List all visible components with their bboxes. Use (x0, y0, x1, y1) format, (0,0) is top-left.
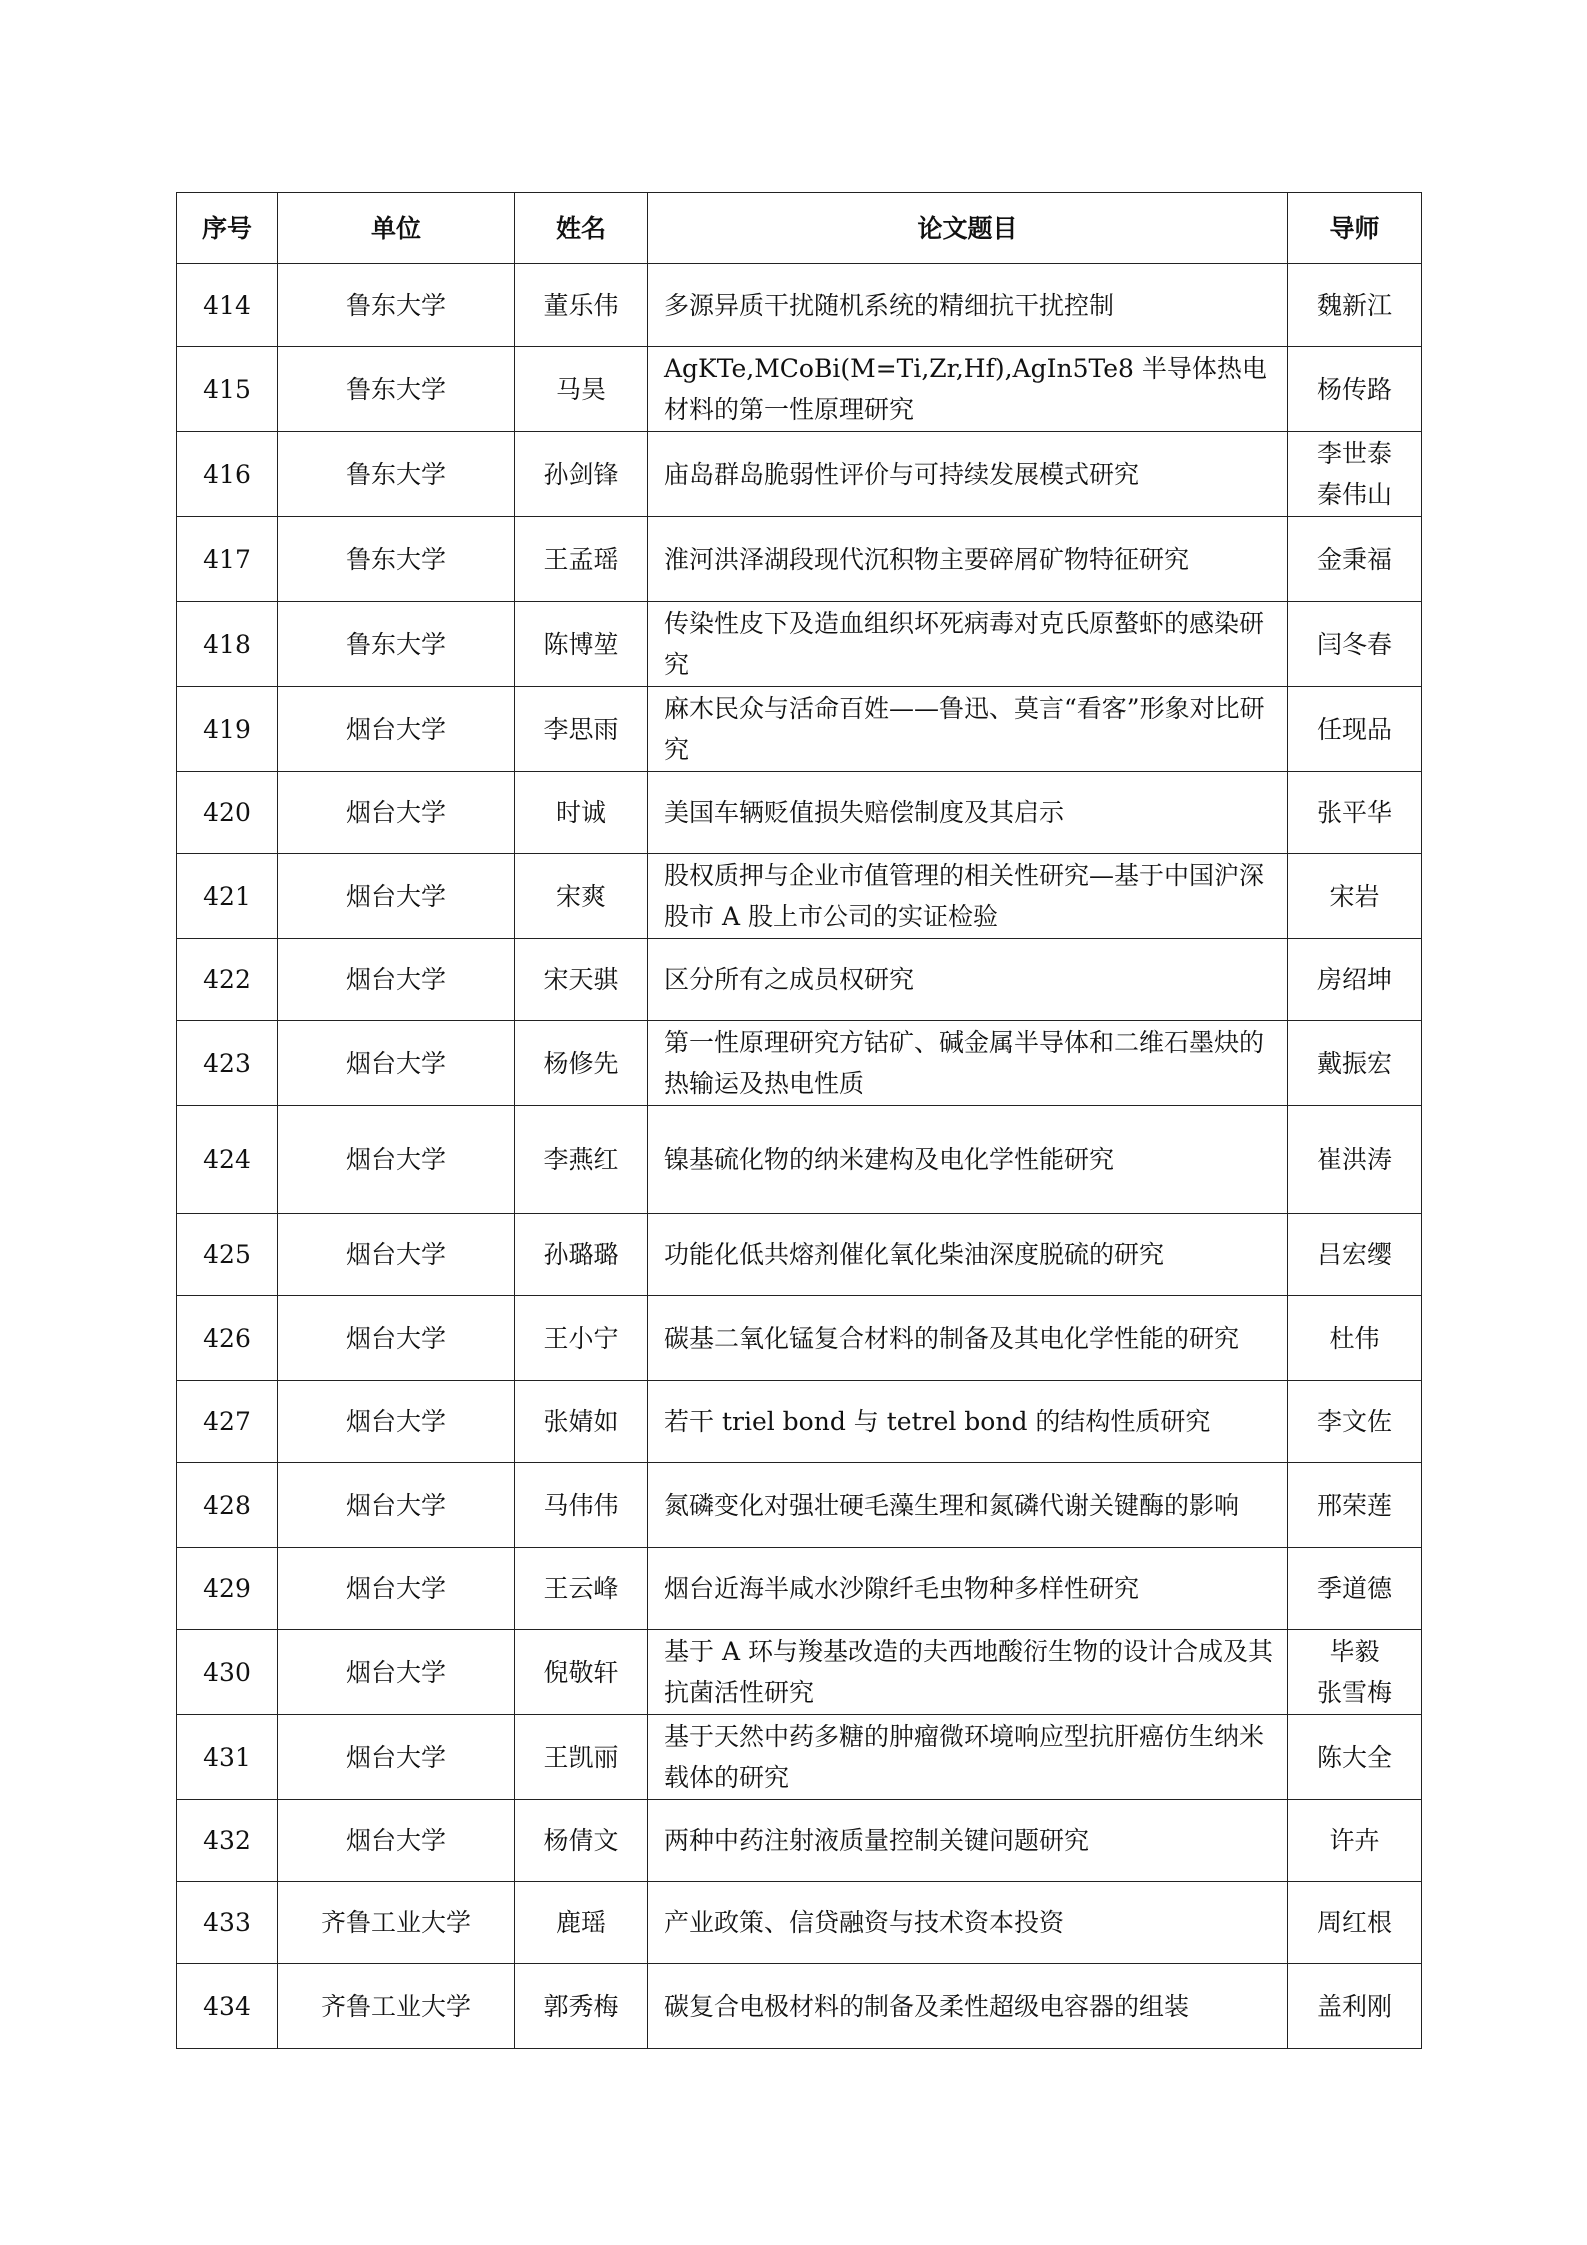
table-row (177, 939, 1422, 1021)
cell-serial-number: 422 (177, 939, 278, 1021)
cell-name: 陈博堃 (515, 602, 648, 687)
cell-name: 宋天骐 (515, 939, 648, 1021)
advisor-name: 魏新江 (1316, 290, 1392, 320)
cell-thesis-title: 若干 triel bond 与 tetrel bond 的结构性质研究 (648, 1381, 1288, 1463)
advisor-name: 戴振宏 (1316, 1048, 1392, 1078)
cell-unit: 烟台大学 (278, 1021, 515, 1106)
cell-advisor (1288, 264, 1422, 347)
table-row (177, 854, 1422, 939)
cell-unit: 烟台大学 (278, 772, 515, 854)
table-row (177, 1106, 1422, 1214)
cell-name: 张婧如 (515, 1381, 648, 1463)
cell-name: 时诚 (515, 772, 648, 854)
cell-thesis-title: 区分所有之成员权研究 (648, 939, 1288, 1021)
table-row (177, 1021, 1422, 1106)
cell-name: 杨修先 (515, 1021, 648, 1106)
cell-unit: 烟台大学 (278, 1214, 515, 1296)
cell-thesis-title: 碳复合电极材料的制备及柔性超级电容器的组装 (648, 1964, 1288, 2049)
cell-unit: 烟台大学 (278, 1800, 515, 1882)
cell-advisor (1288, 772, 1422, 854)
cell-advisor (1288, 1882, 1422, 1964)
advisor-name: 邢荣莲 (1316, 1490, 1392, 1520)
cell-serial-number: 416 (177, 432, 278, 517)
cell-name: 郭秀梅 (515, 1964, 648, 2049)
cell-unit: 鲁东大学 (278, 517, 515, 602)
cell-thesis-title: 股权质押与企业市值管理的相关性研究—基于中国沪深股市 A 股上市公司的实证检验 (648, 854, 1288, 939)
cell-unit: 烟台大学 (278, 1463, 515, 1548)
cell-unit: 烟台大学 (278, 854, 515, 939)
cell-serial-number: 427 (177, 1381, 278, 1463)
cell-name: 孙剑锋 (515, 432, 648, 517)
advisor-name: 陈大全 (1316, 1742, 1392, 1772)
advisor-name: 李世泰 (1316, 439, 1392, 468)
cell-advisor (1288, 1800, 1422, 1882)
cell-serial-number: 418 (177, 602, 278, 687)
advisor-name: 季道德 (1316, 1574, 1392, 1603)
cell-thesis-title: 两种中药注射液质量控制关键问题研究 (648, 1800, 1288, 1882)
cell-serial-number: 430 (177, 1630, 278, 1715)
cell-serial-number: 429 (177, 1548, 278, 1630)
cell-advisor (1288, 854, 1422, 939)
advisor-name: 金秉福 (1316, 544, 1392, 574)
cell-serial-number: 431 (177, 1715, 278, 1800)
cell-thesis-title: 镍基硫化物的纳米建构及电化学性能研究 (648, 1106, 1288, 1214)
cell-unit: 烟台大学 (278, 1296, 515, 1381)
cell-unit: 烟台大学 (278, 1630, 515, 1715)
cell-thesis-title: 第一性原理研究方钴矿、碱金属半导体和二维石墨炔的热输运及热电性质 (648, 1021, 1288, 1106)
cell-advisor (1288, 1106, 1422, 1214)
cell-advisor (1288, 1463, 1422, 1548)
thesis-award-table (176, 192, 1422, 2049)
cell-unit: 鲁东大学 (278, 347, 515, 432)
cell-name: 李燕红 (515, 1106, 648, 1214)
cell-serial-number: 425 (177, 1214, 278, 1296)
header-advisor: 导师 (1288, 193, 1422, 264)
cell-serial-number: 432 (177, 1800, 278, 1882)
cell-advisor (1288, 1630, 1422, 1715)
cell-unit: 鲁东大学 (278, 264, 515, 347)
table-row (177, 602, 1422, 687)
cell-thesis-title: 产业政策、信贷融资与技术资本投资 (648, 1882, 1288, 1964)
cell-serial-number: 433 (177, 1882, 278, 1964)
table-row (177, 432, 1422, 517)
cell-name: 马昊 (515, 347, 648, 432)
cell-advisor (1288, 602, 1422, 687)
table-row (177, 687, 1422, 772)
cell-serial-number: 415 (177, 347, 278, 432)
cell-serial-number: 434 (177, 1964, 278, 2049)
cell-advisor (1288, 1548, 1422, 1630)
table-row (177, 1296, 1422, 1381)
table-row (177, 1548, 1422, 1630)
advisor-name: 崔洪涛 (1316, 1145, 1392, 1174)
cell-unit: 烟台大学 (278, 1548, 515, 1630)
cell-name: 倪敬轩 (515, 1630, 648, 1715)
table-row (177, 264, 1422, 347)
cell-thesis-title: 淮河洪泽湖段现代沉积物主要碎屑矿物特征研究 (648, 517, 1288, 602)
cell-advisor (1288, 1296, 1422, 1381)
advisor-name: 毕毅 (1329, 1637, 1380, 1666)
table-row (177, 1882, 1422, 1964)
table-row (177, 1214, 1422, 1296)
table-header-row (177, 193, 1422, 264)
cell-thesis-title: 氮磷变化对强壮硬毛藻生理和氮磷代谢关键酶的影响 (648, 1463, 1288, 1548)
cell-advisor (1288, 1715, 1422, 1800)
cell-name: 孙璐璐 (515, 1214, 648, 1296)
cell-thesis-title: 基于天然中药多糖的肿瘤微环境响应型抗肝癌仿生纳米载体的研究 (648, 1715, 1288, 1800)
header-thesis-title: 论文题目 (648, 193, 1288, 264)
cell-advisor (1288, 939, 1422, 1021)
advisor-name: 房绍坤 (1316, 965, 1392, 994)
cell-name: 王云峰 (515, 1548, 648, 1630)
cell-serial-number: 414 (177, 264, 278, 347)
cell-name: 鹿瑶 (515, 1882, 648, 1964)
advisor-name: 杜伟 (1329, 1323, 1380, 1353)
cell-unit: 烟台大学 (278, 1715, 515, 1800)
table-row (177, 1715, 1422, 1800)
cell-advisor (1288, 1964, 1422, 2049)
cell-unit: 烟台大学 (278, 1106, 515, 1214)
header-name: 姓名 (515, 193, 648, 264)
cell-unit: 齐鲁工业大学 (278, 1964, 515, 2049)
table-row (177, 1800, 1422, 1882)
cell-serial-number: 417 (177, 517, 278, 602)
advisor-name: 杨传路 (1316, 374, 1392, 404)
table-row (177, 1630, 1422, 1715)
cell-thesis-title: 多源异质干扰随机系统的精细抗干扰控制 (648, 264, 1288, 347)
cell-name: 李思雨 (515, 687, 648, 772)
cell-advisor (1288, 1214, 1422, 1296)
cell-serial-number: 423 (177, 1021, 278, 1106)
table-row (177, 772, 1422, 854)
advisor-name: 张雪梅 (1316, 1678, 1392, 1707)
cell-thesis-title: 功能化低共熔剂催化氧化柴油深度脱硫的研究 (648, 1214, 1288, 1296)
header-serial-number: 序号 (177, 193, 278, 264)
cell-serial-number: 421 (177, 854, 278, 939)
table-row (177, 517, 1422, 602)
cell-thesis-title: 庙岛群岛脆弱性评价与可持续发展模式研究 (648, 432, 1288, 517)
cell-name: 董乐伟 (515, 264, 648, 347)
cell-thesis-title: 传染性皮下及造血组织坏死病毒对克氏原螯虾的感染研究 (648, 602, 1288, 687)
cell-name: 王小宁 (515, 1296, 648, 1381)
advisor-name: 宋岩 (1329, 881, 1380, 911)
cell-unit: 鲁东大学 (278, 602, 515, 687)
cell-serial-number: 424 (177, 1106, 278, 1214)
advisor-name: 吕宏缨 (1316, 1240, 1392, 1269)
cell-serial-number: 419 (177, 687, 278, 772)
cell-name: 马伟伟 (515, 1463, 648, 1548)
advisor-name: 盖利刚 (1316, 1991, 1392, 2021)
cell-advisor (1288, 687, 1422, 772)
cell-thesis-title: AgKTe,MCoBi(M=Ti,Zr,Hf),AgIn5Te8 半导体热电材料的第一性原理研究 (648, 347, 1288, 432)
cell-unit: 烟台大学 (278, 1381, 515, 1463)
cell-name: 杨倩文 (515, 1800, 648, 1882)
cell-name: 王凯丽 (515, 1715, 648, 1800)
advisor-name: 周红根 (1316, 1908, 1392, 1937)
advisor-name: 许卉 (1329, 1826, 1380, 1855)
cell-advisor (1288, 517, 1422, 602)
cell-name: 宋爽 (515, 854, 648, 939)
advisor-name: 闫冬春 (1316, 629, 1392, 659)
table-row (177, 1964, 1422, 2049)
cell-thesis-title: 美国车辆贬值损失赔偿制度及其启示 (648, 772, 1288, 854)
cell-unit: 烟台大学 (278, 939, 515, 1021)
table-row (177, 1381, 1422, 1463)
table-row (177, 1463, 1422, 1548)
advisor-name: 秦伟山 (1316, 480, 1392, 509)
cell-advisor (1288, 347, 1422, 432)
cell-serial-number: 420 (177, 772, 278, 854)
cell-serial-number: 428 (177, 1463, 278, 1548)
header-unit: 单位 (278, 193, 515, 264)
table-row (177, 347, 1422, 432)
advisor-name: 任现品 (1316, 714, 1392, 744)
cell-advisor (1288, 1381, 1422, 1463)
cell-thesis-title: 基于 A 环与羧基改造的夫西地酸衍生物的设计合成及其抗菌活性研究 (648, 1630, 1288, 1715)
cell-name: 王孟瑶 (515, 517, 648, 602)
advisor-name: 张平华 (1316, 798, 1392, 827)
cell-thesis-title: 麻木民众与活命百姓——鲁迅、莫言“看客”形象对比研究 (648, 687, 1288, 772)
cell-thesis-title: 烟台近海半咸水沙隙纤毛虫物种多样性研究 (648, 1548, 1288, 1630)
cell-serial-number: 426 (177, 1296, 278, 1381)
cell-unit: 烟台大学 (278, 687, 515, 772)
cell-advisor (1288, 432, 1422, 517)
advisor-name: 李文佐 (1316, 1407, 1392, 1436)
cell-advisor (1288, 1021, 1422, 1106)
cell-thesis-title: 碳基二氧化锰复合材料的制备及其电化学性能的研究 (648, 1296, 1288, 1381)
cell-unit: 齐鲁工业大学 (278, 1882, 515, 1964)
cell-unit: 鲁东大学 (278, 432, 515, 517)
